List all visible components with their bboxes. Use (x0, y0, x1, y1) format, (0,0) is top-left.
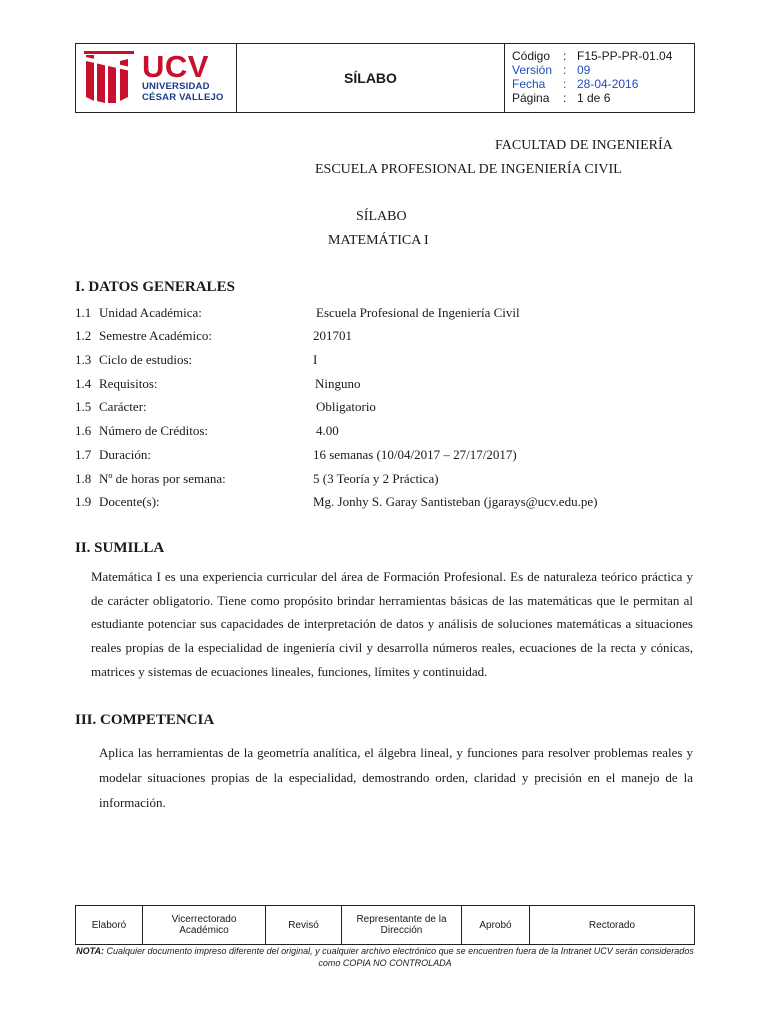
note-label: NOTA: (76, 946, 104, 956)
logo-brand-text: UCV (142, 49, 209, 84)
school-name: ESCUELA PROFESIONAL DE INGENIERÍA CIVIL (315, 162, 622, 177)
section-heading-datos-generales: I. DATOS GENERALES (75, 279, 235, 295)
meta-label: Código (512, 49, 551, 63)
approval-cell: Vicerrectorado Académico (143, 906, 266, 944)
data-num: 1.4 (75, 376, 92, 391)
data-num: 1.6 (75, 423, 92, 438)
approval-cell: Aprobó (462, 906, 530, 944)
data-row (75, 352, 695, 368)
data-num: 1.5 (75, 399, 92, 414)
faculty-name: FACULTAD DE INGENIERÍA (495, 138, 673, 153)
data-label: Unidad Académica: (99, 305, 202, 320)
data-label: Requisitos: (99, 376, 158, 391)
meta-value: F15-PP-PR-01.04 (577, 49, 673, 63)
data-row (75, 494, 695, 510)
ucv-logo (84, 51, 224, 105)
data-num: 1.8 (75, 471, 92, 486)
data-row (75, 423, 695, 439)
data-label: Docente(s): (99, 494, 160, 509)
data-label: Número de Créditos: (99, 423, 209, 438)
approval-cell: Revisó (266, 906, 342, 944)
approval-cell: Representante de la Dirección (342, 906, 462, 944)
data-value: 201701 (313, 328, 352, 343)
meta-row-pagina (512, 91, 694, 105)
meta-colon: : (563, 91, 567, 105)
note-text: Cualquier documento impreso diferente del original, y cualquier archivo electrónico que se encuentren fuera de la Intranet UCV serán considerados como COPIA NO CONTROLADA (103, 946, 694, 968)
data-value: Obligatorio (316, 399, 376, 414)
data-value: 5 (3 Teoría y 2 Práctica) (313, 471, 439, 486)
data-row (75, 376, 695, 392)
data-row (75, 471, 695, 487)
data-value: Mg. Jonhy S. Garay Santisteban (jgarays@ucv.edu.pe) (313, 494, 598, 509)
document-meta (505, 44, 694, 112)
meta-row-codigo (512, 49, 694, 63)
doc-title: SÍLABO (356, 209, 407, 224)
data-num: 1.9 (75, 494, 92, 509)
ucv-emblem-icon (84, 51, 136, 105)
meta-value: 09 (577, 63, 591, 77)
data-label: Carácter: (99, 399, 147, 414)
logo-cell (76, 44, 237, 112)
data-row (75, 447, 695, 463)
approval-table (75, 905, 695, 945)
meta-colon: : (563, 77, 567, 91)
meta-value: 1 de 6 (577, 91, 611, 105)
logo-university-line: UNIVERSIDAD (142, 81, 210, 92)
data-value: Ninguno (315, 376, 361, 391)
footer-note (75, 945, 695, 969)
approval-cell: Elaboró (76, 906, 143, 944)
meta-label: Fecha (512, 77, 546, 91)
data-num: 1.2 (75, 328, 92, 343)
data-row (75, 328, 695, 344)
competencia-paragraph: Aplica las herramientas de la geometría analítica, el álgebra lineal, y funciones para resolver problemas reales y modelar situaciones propias de la especialidad, demostrando orden, claridad y precisión en el manejo de la información. (99, 745, 693, 810)
meta-label: Versión (512, 63, 553, 77)
course-title: MATEMÁTICA I (328, 233, 429, 248)
sumilla-paragraph: Matemática I es una experiencia curricular del área de Formación Profesional. Es de naturaleza teórico práctica y de carácter obligatorio. Tiene como propósito brindar herramientas básicas de las matemáticas que le permitan al estudiante potenciar sus capacidades de interpretación de datos y análisis de soluciones matemáticas a situaciones reales propias de la especialidad de ingeniería civil y desarrolla números reales, ecuaciones de la recta y cónicas, matrices y sistemas de ecuaciones lineales, funciones, límites y continuidad. (91, 569, 693, 679)
meta-value: 28-04-2016 (577, 77, 639, 91)
data-label: Ciclo de estudios: (99, 352, 193, 367)
meta-colon: : (563, 49, 567, 63)
data-label: Semestre Académico: (99, 328, 212, 343)
meta-row-version (512, 63, 694, 77)
data-label: Nº de horas por semana: (99, 471, 226, 486)
data-value: Escuela Profesional de Ingeniería Civil (316, 305, 520, 320)
data-label: Duración: (99, 447, 151, 462)
data-row (75, 305, 695, 321)
meta-row-fecha (512, 77, 694, 91)
meta-label: Página (512, 91, 550, 105)
data-num: 1.7 (75, 447, 92, 462)
header-title: SÍLABO (237, 44, 505, 112)
data-value: 16 semanas (10/04/2017 – 27/17/2017) (313, 447, 517, 462)
section-heading-sumilla: II. SUMILLA (75, 540, 165, 556)
logo-name-line: CÉSAR VALLEJO (142, 92, 224, 103)
data-num: 1.3 (75, 352, 92, 367)
data-value: I (313, 352, 318, 367)
data-num: 1.1 (75, 305, 92, 320)
data-value: 4.00 (316, 423, 339, 438)
approval-cell: Rectorado (588, 919, 636, 931)
data-row (75, 399, 695, 415)
meta-colon: : (563, 63, 567, 77)
document-header (75, 43, 695, 113)
section-heading-competencia: III. COMPETENCIA (75, 712, 215, 728)
